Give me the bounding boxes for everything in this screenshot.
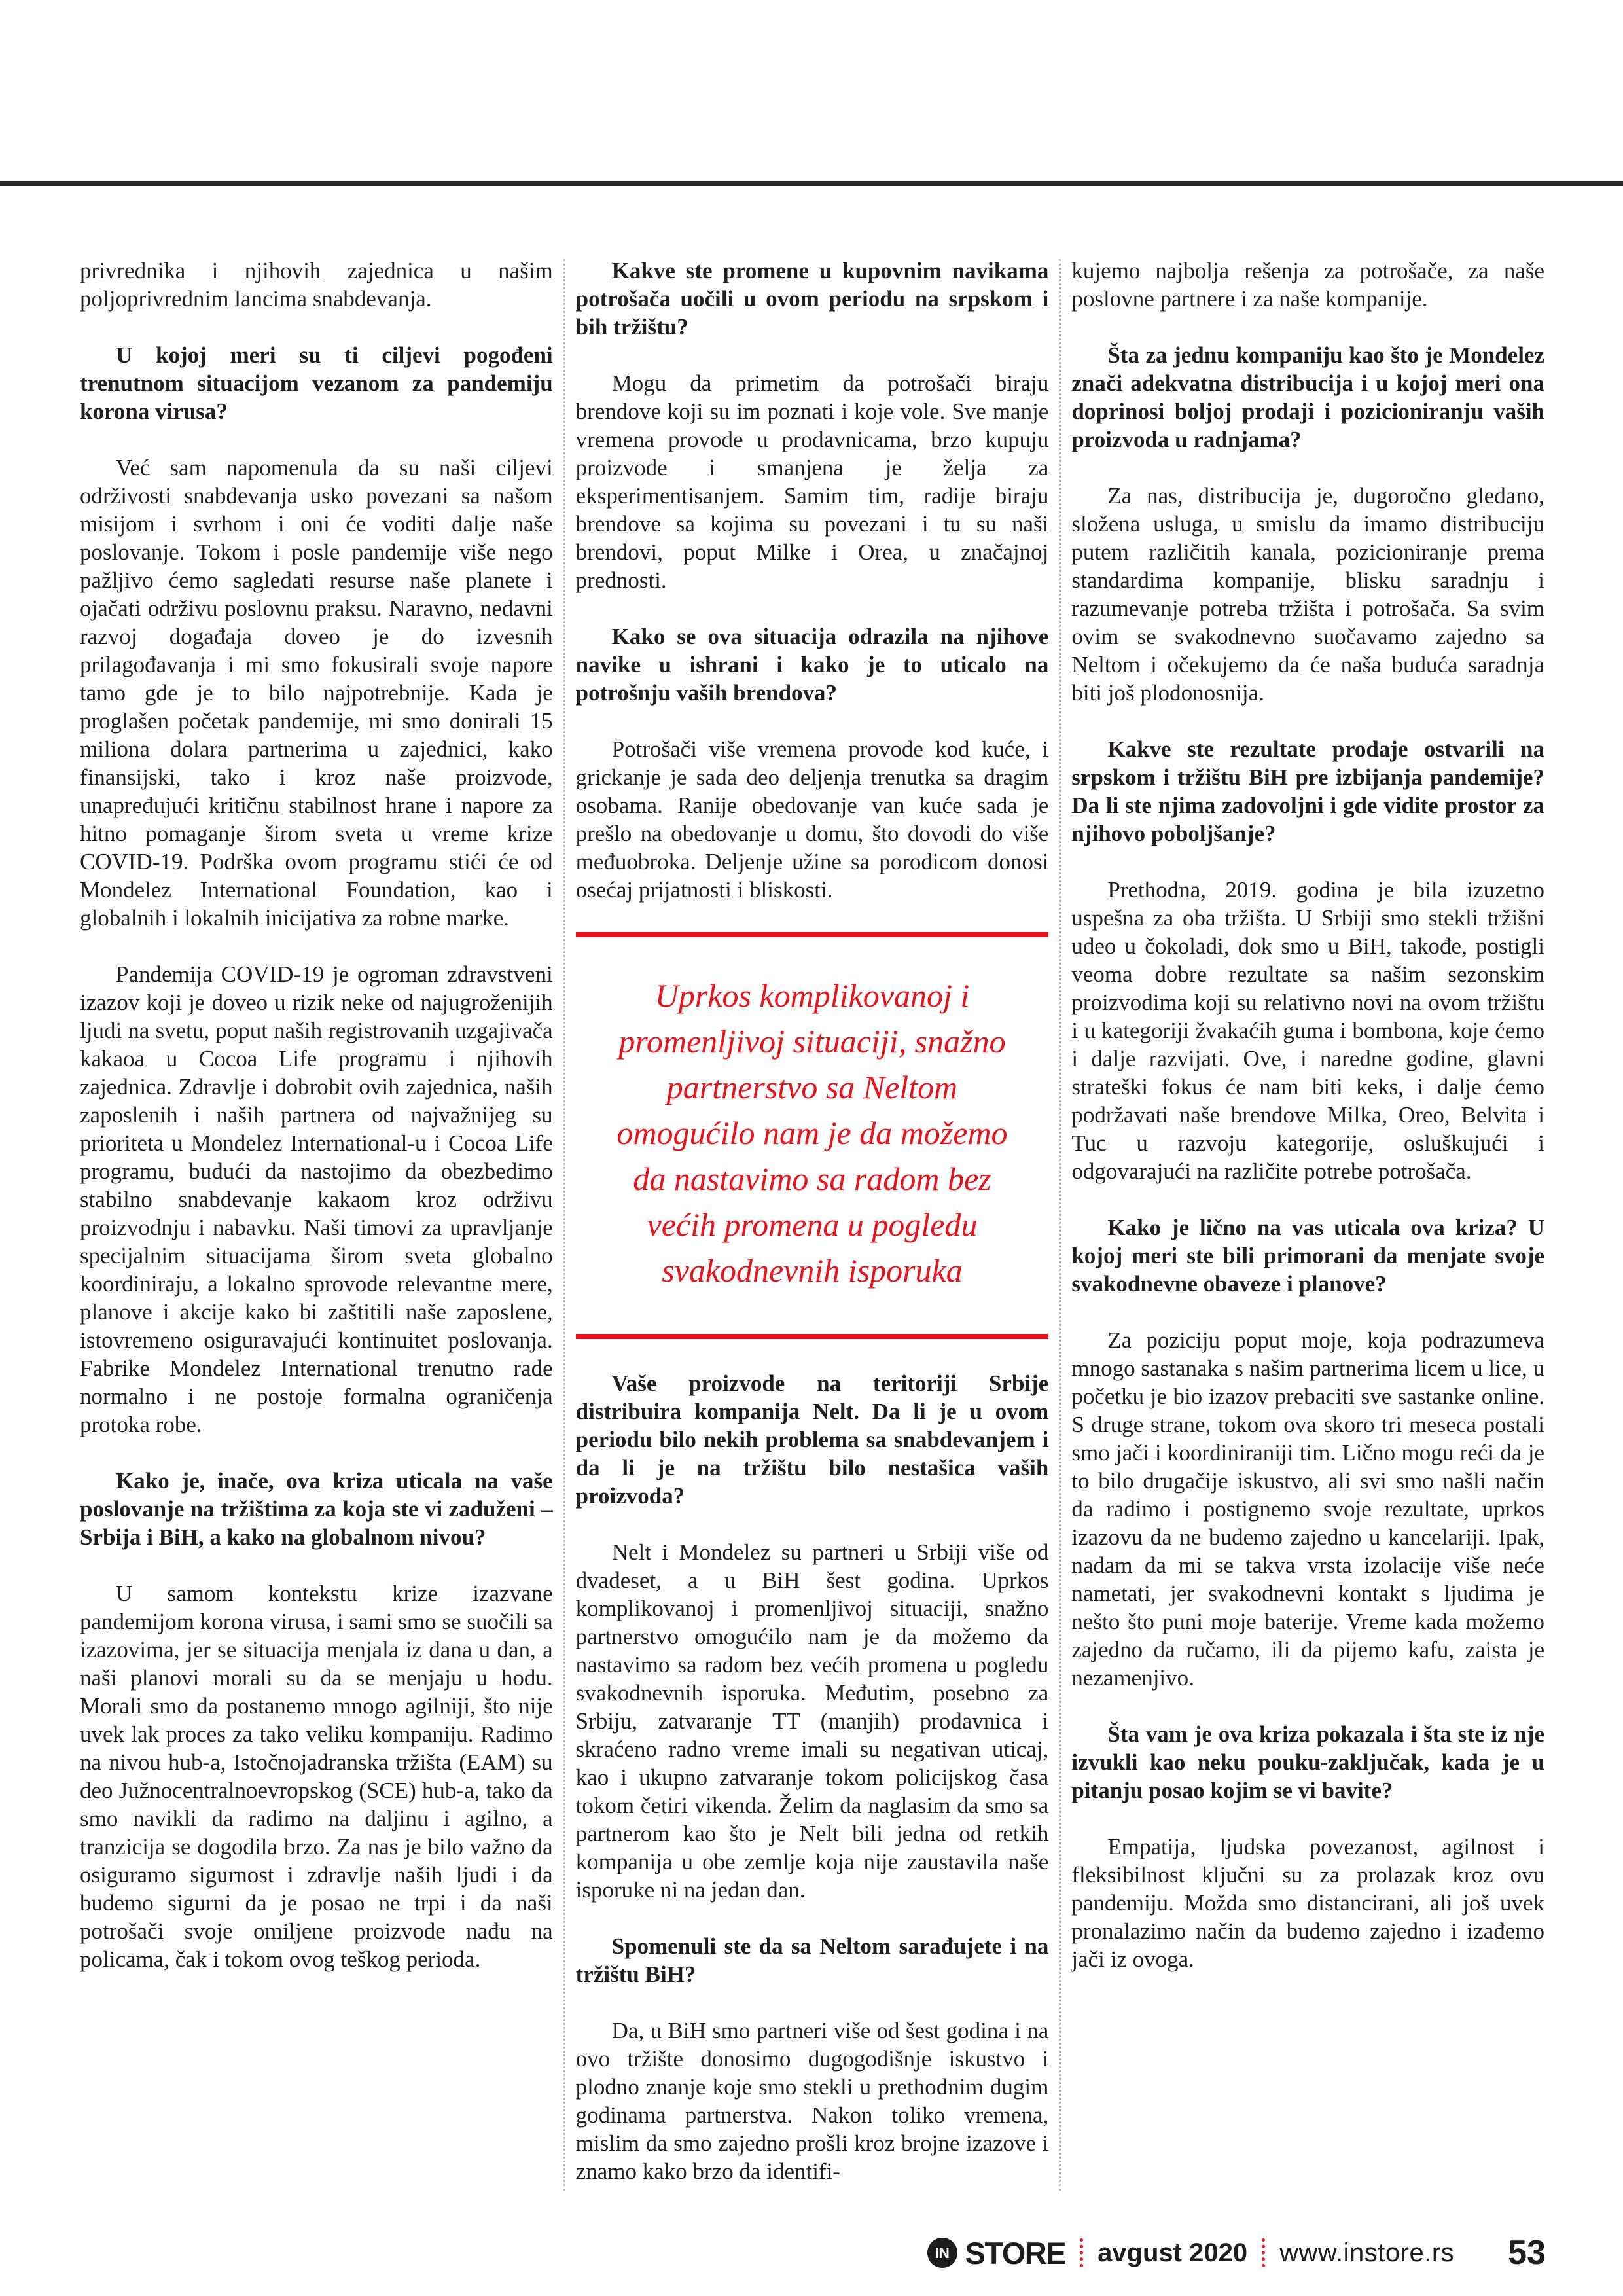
interview-question: Kakve ste rezultate prodaje ostvarili na srpskom i tržištu BiH pre izbijanja pandemije? Da li ste njima zadovoljni i gde vidite prostor za njihovo poboljšanje? [1071, 736, 1544, 846]
header-rule [0, 181, 1623, 186]
interview-answer: Potrošači više vremena provode kod kuće, i grickanje je sada deo deljenja trenutka sa dragim osobama. Ranije obedovanje van kuće sada je prešlo na obedovanje u domu, što dovodi do više međuobroka. Deljenje užine sa porodicom donosi osećaj prijatnosti i bliskosti. [575, 736, 1049, 903]
page-number: 53 [1508, 2234, 1546, 2272]
footer-issue-date: avgust 2020 [1097, 2238, 1248, 2267]
footer-dotted-divider [1262, 2238, 1265, 2267]
interview-answer: Za poziciju poput moje, koja podrazumeva mnogo sastanaka s našim partnerima licem u lice, u početku je bio izazov prebaciti sve sastanke online. S druge strane, tokom ova skoro tri meseca postali smo jači i koordiniraniji tim. Lično mogu reći da je to bilo drugačije iskustvo, ali svi smo našli način da radimo i postignemo svoje rezultate, uprkos izazovu da ne budemo zajedno u kancelariji. Ipak, nadam da mi se takva vrsta izolacije više neće nametati, jer svakodnevni kontakt s ljudima je nešto što puni moje baterije. Vreme kada možemo zajedno da ručamo, ili da pijemo kafu, zaista je nezamenjivo. [1071, 1327, 1544, 1691]
interview-answer: Nelt i Mondelez su partneri u Srbiji više od dvadeset, a u BiH šest godina. Uprkos komplikovanoj i promenljivoj situaciji, snažno partnerstvo omogućilo nam je da možemo da nastavimo sa radom bez većih promena u pogledu svakodnevnih isporuka. Međutim, posebno za Srbiju, zatvaranje TT (manjih) prodavnica i skraćeno radno vreme imali su negativan uticaj, kao i ukupno zatvaranje tokom policijskog časa tokom četiri vikenda. Želim da naglasim da smo sa partnerom kao što je Nelt bili jedna od retkih kompanija u obe zemlje koja nije zaustavila naše isporuke ni na jedan dan. [575, 1539, 1049, 1903]
column-3 [1071, 257, 1544, 2217]
pull-quote [576, 932, 1049, 1339]
interview-question: Kako se ova situacija odrazila na njihove navike u ishrani i kako je to uticalo na potrošnju vaših brendova? [575, 624, 1049, 706]
interview-question: Vaše proizvode na teritoriji Srbije distribuira kompanija Nelt. Da li je u ovom periodu bilo nekih problema sa snabdevanjem i da li je na tržištu bilo nestašica vaših proizvoda? [575, 1371, 1049, 1509]
page-footer [927, 2233, 1546, 2272]
interview-question: Šta vam je ova kriza pokazala i šta ste iz nje izvukli kao neku pouku-zaključak, kada je u pitanju posao kojim se vi bavite? [1071, 1721, 1544, 1803]
column-divider [563, 259, 565, 2191]
interview-answer: Pandemija COVID-19 je ogroman zdravstveni izazov koji je doveo u rizik neke od najugroženijih ljudi na svetu, poput naših registrovanih uzgajivača kakaoa u Cocoa Life programu i njihovih zajednica. Zdravlje i dobrobit ovih zajednica, naših zaposlenih i naših partnera od najvažnijeg su prioriteta u Mondelez International-u i Cocoa Life programu, budući da nastojimo da obezbedimo stabilno snabdevanje kakaom kroz održivu proizvodnju i nabavku. Naši timovi za upravljanje specijalnim situacijama širom sveta globalno koordiniraju, a lokalno sprovode relevantne mere, planove i akcije kako bi zaštitili naše zaposlene, istovremeno osiguravajući kontinuitet poslovanja. Fabrike Mondelez International trenutno rade normalno i ne postoje formalna ograničenja protoka robe. [80, 961, 553, 1437]
interview-answer: Već sam napomenula da su naši ciljevi održivosti snabdevanja usko povezani sa našom misijom i svrhom i oni će voditi dalje naše poslovanje. Tokom i posle pandemije više nego pažljivo ćemo sagledati resurse naše planete i ojačati održivu poslovnu praksu. Naravno, nedavni razvoj događaja doveo je do izvesnih prilagođavanja i mi smo fokusirali svoje napore tamo gde je to bilo najpotrebnije. Kada je proglašen početak pandemije, mi smo donirali 15 miliona dolara partnerima u zajednici, kako finansijski, tako i kroz naše proizvode, unapređujući kritičnu stabilnost hrane i napore za hitno pomaganje širom sveta u vreme krize COVID-19. Podrška ovom programu stići će od Mondelez International Foundation, kao i globalnih i lokalnih inicijativa za robne marke. [80, 455, 553, 931]
interview-question: U kojoj meri su ti ciljevi pogođeni trenutnom situacijom vezanom za pandemiju korona virusa? [80, 342, 553, 424]
column-1 [80, 257, 553, 2217]
column-divider [1059, 259, 1061, 2191]
interview-question: Kakve ste promene u kupovnim navikama potrošača uočili u ovom periodu na srpskom i bih tržištu? [575, 258, 1049, 340]
interview-answer: Empatija, ljudska povezanost, agilnost i fleksibilnost ključni su za prolazak kroz ovu pandemiju. Možda smo distancirani, ali još uvek pronalazimo način da budemo zajedno i izađemo jači iz ovoga. [1071, 1834, 1544, 1972]
interview-question: Kako je lično na vas uticala ova kriza? U kojoj meri ste bili primorani da menjate svoje svakodnevne obaveze i planove? [1071, 1215, 1544, 1297]
instore-logo-in: IN [935, 2244, 949, 2261]
pull-quote-rule-top [576, 932, 1049, 937]
interview-answer: Da, u BiH smo partneri više od šest godina i na ovo tržište donosimo dugogodišnje iskustvo i plodno znanje koje smo stekli u prethodnim dugim godinama partnerstva. Nakon toliko vremena, mislim da smo zajedno prošli kroz brojne izazove i znamo kako brzo da identifi- [575, 2018, 1049, 2184]
paragraph-continuation: kujemo najbolja rešenja za potrošače, za naše poslovne partnere i za naše kompanije. [1071, 258, 1544, 312]
footer-dotted-divider [1080, 2238, 1083, 2267]
interview-question: Spomenuli ste da sa Neltom sarađujete i na tržištu BiH? [575, 1933, 1049, 1987]
interview-answer: Prethodna, 2019. godina je bila izuzetno uspešna za oba tržišta. U Srbiji smo stekli tržišni udeo u čokoladi, dok smo u BiH, takođe, postigli veoma dobre rezultate sa našim sezonskim proizvodima koji su relativno novi na ovom tržištu i u kategoriji žvakaćih guma i bombona, koje ćemo i dalje razvijati. Ove, i naredne godine, glavni strateški fokus će nam biti keks, i dalje ćemo podržavati naše brendove Milka, Oreo, Belvita i Tuc u razvoju kategorije, osluškujući i odgovarajući na različite potrebe potrošača. [1071, 877, 1544, 1184]
article-columns [80, 257, 1544, 2217]
column-2 [576, 257, 1049, 2217]
paragraph-continuation: privrednika i njihovih zajednica u našim poljoprivrednim lancima snabdevanja. [80, 258, 553, 312]
interview-answer: U samom kontekstu krize izazvane pandemijom korona virusa, i sami smo se suočili sa izazovima, jer se situacija menjala iz dana u dan, a naši planovi morali su da se menjaju u hodu. Morali smo da postanemo mnogo agilniji, što nije uvek lak proces za tako veliku kompaniju. Radimo na nivou hub-a, Istočnojadranska tržišta (EAM) su deo Južnocentralnoevropskog (SCE) hub-a, tako da smo navikli da radimo na daljinu i agilno, a tranzicija se dogodila brzo. Za nas je bilo važno da osiguramo sigurnost i zdravlje naših ljudi i da budemo sigurni da je posao ne trpi i da naši potrošači svoje omiljene proizvode nađu na policama, čak i tokom ovog teškog perioda. [80, 1581, 553, 1972]
interview-answer: Mogu da primetim da potrošači biraju brendove koji su im poznati i koje vole. Sve manje vremena provode u prodavnicama, brzo kupuju proizvode i smanjena je želja za eksperimentisanjem. Samim tim, radije biraju brendove sa kojima su povezani i tu su naši brendovi, poput Milke i Orea, u značajnoj prednosti. [575, 370, 1049, 593]
interview-question: Šta za jednu kompaniju kao što je Mondelez znači adekvatna distribucija i u kojoj meri ona doprinosi boljoj prodaji i pozicioniranju vaših proizvoda u radnjama? [1071, 342, 1544, 452]
pull-quote-rule-bottom [576, 1334, 1049, 1339]
footer-website: www.instore.rs [1279, 2238, 1455, 2267]
instore-logo-store: STORE [965, 2235, 1066, 2270]
pull-quote-text: Uprkos komplikovanoj i promenljivoj situaciji, snažno partnerstvo sa Neltom omogućilo nam je da možemo da nastavimo sa radom bez većih promena u pogledu svakodnevnih isporuka [616, 977, 1008, 1289]
instore-logo-icon [927, 2238, 957, 2268]
interview-question: Kako je, inače, ova kriza uticala na vaše poslovanje na tržištima za koja ste vi zaduženi – Srbija i BiH, a kako na globalnom nivou? [80, 1468, 553, 1550]
interview-answer: Za nas, distribucija je, dugoročno gledano, složena usluga, u smislu da imamo distribuciju putem različitih kanala, pozicioniranje prema standardima kompanije, blisku saradnju i razumevanje potreba tržišta i potrošača. Sa svim ovim se svakodnevno suočavamo zajedno sa Neltom i očekujemo da će naša buduća saradnja biti još plodonosnija. [1071, 483, 1544, 706]
